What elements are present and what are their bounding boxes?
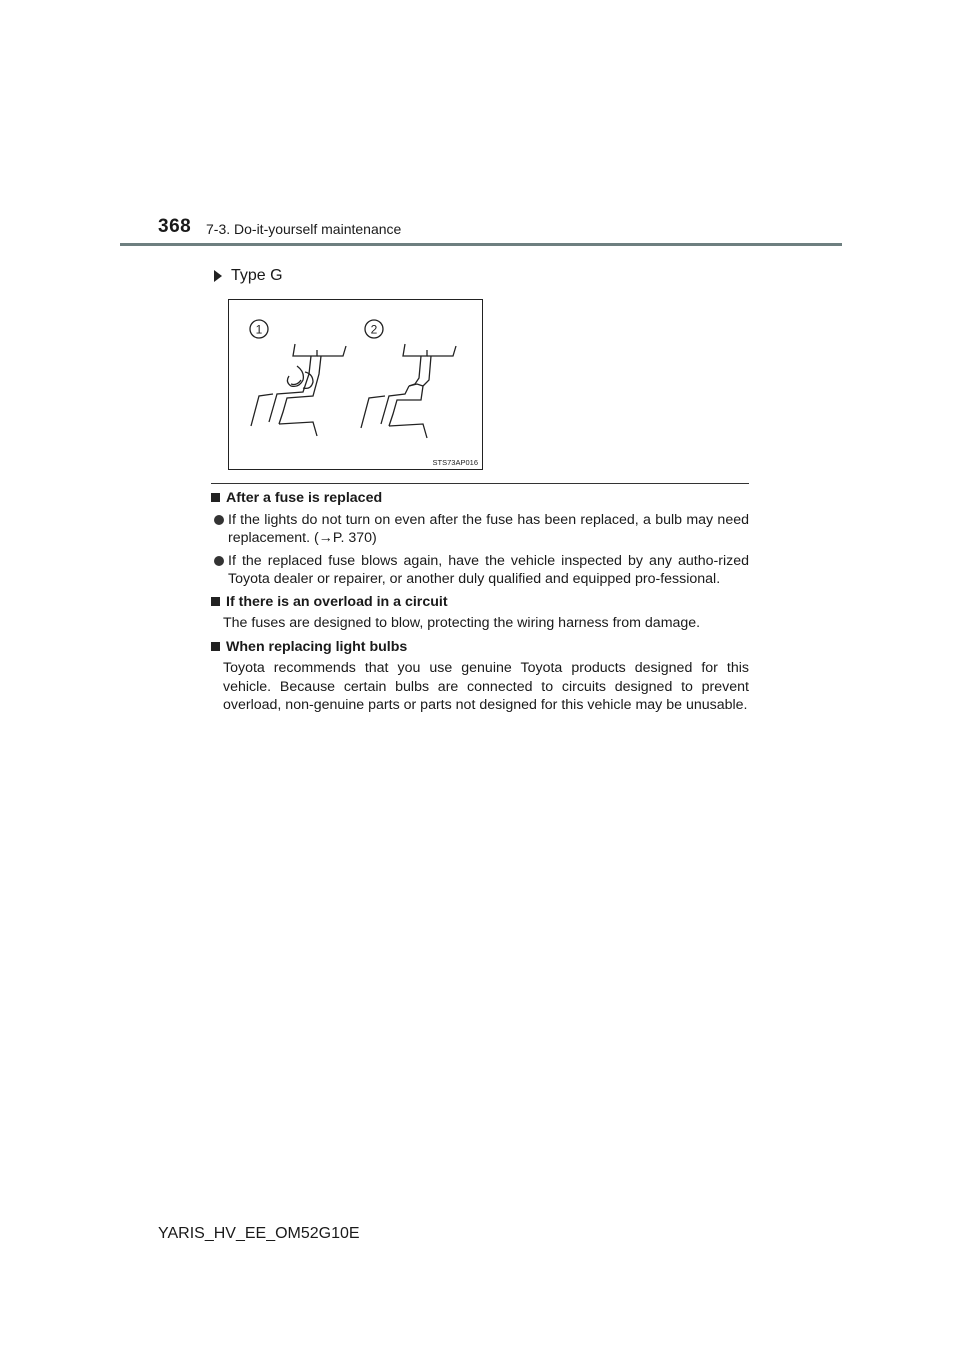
type-label [214, 267, 283, 285]
circle-bullet-icon [214, 556, 224, 566]
heading-text: When replacing light bulbs [226, 638, 408, 655]
section-heading [211, 638, 749, 657]
section-heading [211, 489, 749, 508]
section-after-fuse-replaced [211, 489, 749, 589]
page-number: 368 [158, 216, 192, 237]
section-text: The fuses are designed to blow, protecting the wiring harness from damage. [223, 615, 701, 631]
square-bullet-icon [211, 642, 220, 651]
callout-1-label: 1 [255, 322, 263, 337]
bullet-item [211, 552, 749, 589]
section-replacing-bulbs [211, 638, 749, 715]
section-title: 7-3. Do-it-yourself maintenance [206, 221, 402, 237]
bullet-text: If the replaced fuse blows again, have the vehicle inspected by any autho-rized Toyota dealer or repairer, or another duly qualified and equipped pro-fessional. [228, 552, 749, 587]
notes-content [211, 489, 749, 720]
figure-code: STS73AP016 [432, 458, 478, 467]
bullet-text: If the lights do not turn on even after the fuse has been replaced, a bulb may need replacement. (→P. 370) [228, 511, 749, 546]
fuse-drawing [229, 300, 484, 471]
section-overload [211, 593, 749, 633]
section-rule [211, 483, 749, 484]
triangle-bullet-icon [214, 270, 222, 282]
document-code: YARIS_HV_EE_OM52G10E [158, 1225, 360, 1242]
blown-fuse-drawing [251, 344, 346, 436]
callout-2-label: 2 [370, 322, 378, 337]
heading-text: After a fuse is replaced [226, 490, 383, 506]
square-bullet-icon [211, 597, 220, 606]
bullet-item [211, 511, 749, 548]
header-rule [120, 243, 842, 246]
fuse-illustration [228, 299, 483, 470]
circle-bullet-icon [214, 515, 224, 525]
section-heading [211, 593, 749, 612]
type-label-text: Type G [231, 267, 283, 284]
square-bullet-icon [211, 493, 220, 502]
normal-fuse-drawing [361, 344, 456, 438]
heading-text: If there is an overload in a circuit [226, 593, 448, 610]
section-text: Toyota recommends that you use genuine Toyota products designed for this vehicle. Because certain bulbs are connected to circuits designed to prevent overload, non-genuine parts or parts not designed for this vehicle may be unusable. [223, 660, 749, 713]
